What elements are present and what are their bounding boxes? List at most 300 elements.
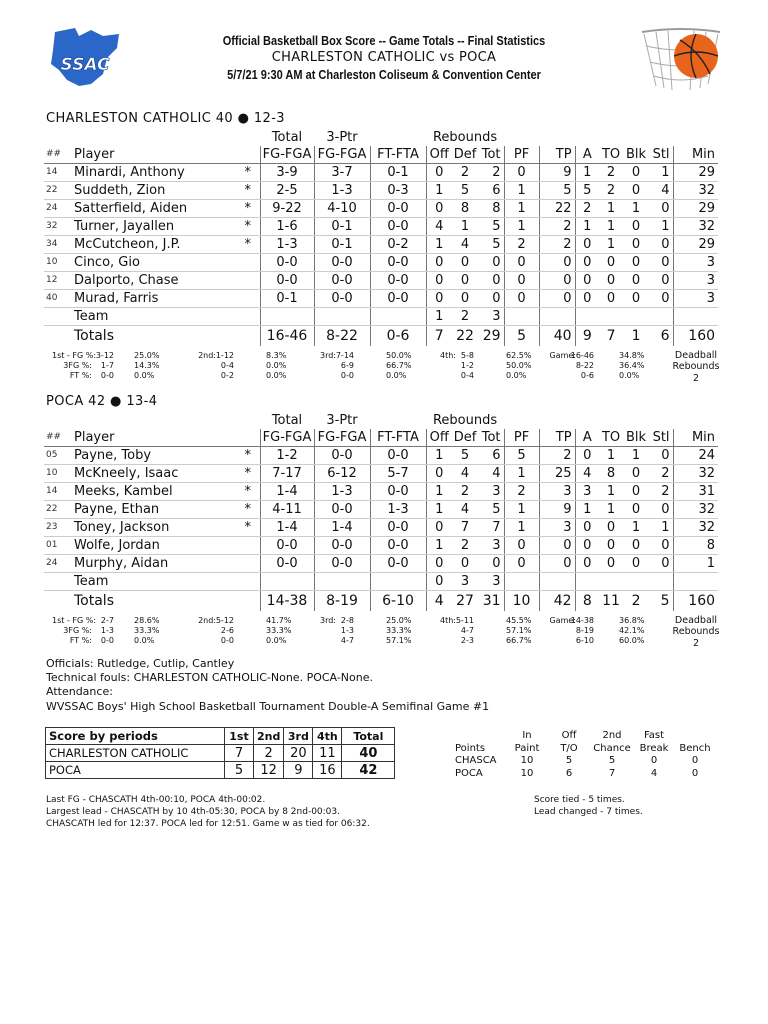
column-header-player: Player	[72, 429, 236, 447]
column-header-row	[44, 429, 718, 447]
player-num: 24	[44, 555, 72, 573]
totals-row	[44, 591, 718, 612]
player-a	[575, 573, 599, 591]
ssac-logo-text: SSAC	[60, 55, 110, 75]
player-pf: 0	[504, 555, 539, 573]
column-header-blk: Blk	[623, 146, 649, 164]
player-min: 29	[673, 164, 718, 182]
score-by-periods-title: Score by periods	[46, 728, 225, 745]
player-min: 32	[673, 501, 718, 519]
sbp-score: 16	[313, 762, 342, 779]
player-name: Meeks, Kambel	[72, 483, 236, 501]
totals-stl: 5	[649, 591, 673, 612]
player-tp: 3	[539, 519, 575, 537]
pts-value: 5	[565, 755, 573, 766]
player-star: *	[236, 483, 260, 501]
player-tp: 22	[539, 200, 575, 218]
period-made-attempted: 0-0	[100, 371, 114, 380]
pts-value: 0	[650, 755, 658, 766]
player-ft: 0-0	[370, 555, 426, 573]
total-group: Total	[271, 130, 303, 145]
column-header-a: A	[575, 429, 599, 447]
box-score-table	[44, 412, 718, 611]
player-min: 32	[673, 465, 718, 483]
column-header-pf: PF	[504, 429, 539, 447]
sbp-score: 9	[284, 762, 313, 779]
pts-header	[673, 730, 717, 743]
period-made-attempted: 8-22	[575, 361, 594, 370]
player-def: 4	[452, 236, 478, 254]
player-row	[44, 447, 718, 465]
totals-tot: 29	[478, 326, 504, 347]
player-blk: 1	[623, 519, 649, 537]
player-to: 1	[599, 447, 623, 465]
player-a: 0	[575, 447, 599, 465]
score-tied-note: Score tied - 5 times.	[534, 795, 625, 805]
player-fg: 1-4	[260, 519, 314, 537]
player-num: 14	[44, 164, 72, 182]
period-made-attempted: 6-9	[340, 361, 354, 370]
sbp-score: 20	[284, 745, 313, 762]
player-tp: 0	[539, 272, 575, 290]
column-header-tp: TP	[539, 429, 575, 447]
totals-tp: 40	[539, 326, 575, 347]
player-num: 22	[44, 182, 72, 200]
player-min: 32	[673, 218, 718, 236]
three-pointer-group: 3-Ptr	[326, 130, 358, 145]
pts-value: 4	[650, 767, 658, 779]
period-label: Game:	[549, 351, 576, 360]
player-min: 32	[673, 519, 718, 537]
pts-value: 0	[691, 755, 699, 766]
player-star: *	[236, 236, 260, 254]
period-header: 3rd	[284, 728, 313, 745]
player-a: 0	[575, 254, 599, 272]
period-percentage: 42.1%	[619, 626, 645, 635]
three-pointer-group: 3-Ptr	[326, 413, 358, 428]
player-ft: 0-0	[370, 519, 426, 537]
totals-to: 11	[599, 591, 623, 612]
rebounds-group: Rebounds	[432, 130, 498, 145]
player-tp: 0	[539, 254, 575, 272]
player-fg3: 0-1	[314, 218, 370, 236]
period-made-attempted: 4-7	[460, 626, 474, 635]
player-tp: 2	[539, 236, 575, 254]
period-percentage: 0.0%	[386, 371, 407, 380]
player-pf: 1	[504, 218, 539, 236]
attendance-note: Attendance:	[46, 685, 113, 698]
player-a: 0	[575, 555, 599, 573]
player-off: 0	[426, 519, 452, 537]
player-stl: 0	[649, 236, 673, 254]
player-a: 0	[575, 519, 599, 537]
player-name: Toney, Jackson	[72, 519, 236, 537]
player-num: 22	[44, 501, 72, 519]
player-a: 0	[575, 537, 599, 555]
player-min: 24	[673, 447, 718, 465]
period-percentage: 14.3%	[134, 361, 160, 370]
player-row	[44, 501, 718, 519]
player-tot: 4	[478, 465, 504, 483]
player-tot: 3	[478, 537, 504, 555]
player-num: 10	[44, 254, 72, 272]
column-header-min: Min	[673, 429, 718, 447]
player-off: 1	[426, 501, 452, 519]
column-header-fg3: FG-FGA	[314, 429, 370, 447]
player-blk: 0	[623, 254, 649, 272]
player-stl: 0	[649, 537, 673, 555]
period-percentage: 50.0%	[386, 351, 412, 360]
player-row	[44, 236, 718, 254]
player-num: 40	[44, 290, 72, 308]
period-made-attempted: 0-4	[460, 371, 474, 380]
player-stl: 0	[649, 501, 673, 519]
column-group-spacer	[370, 129, 426, 146]
player-num: 34	[44, 236, 72, 254]
totals-def: 22	[452, 326, 478, 347]
column-header-def: Def	[453, 430, 477, 445]
totals-to: 7	[599, 326, 623, 347]
period-made-attempted: 4-7	[340, 636, 354, 645]
player-fg3: 6-12	[314, 465, 370, 483]
player-pf	[504, 308, 539, 326]
stat-label: FT %:	[69, 636, 92, 645]
sbp-score: 11	[313, 745, 342, 762]
period-percentage: 36.4%	[619, 361, 645, 370]
player-num: 05	[44, 447, 72, 465]
player-to	[599, 573, 623, 591]
last-fg-note: Last FG - CHASCATH 4th-00:10, POCA 4th-00:02.	[46, 795, 266, 805]
totals-blk: 2	[623, 591, 649, 612]
largest-lead-note: Largest lead - CHASCATH by 10 4th-05:30, POCA by 8 2nd-00:03.	[46, 807, 340, 817]
sbp-score: 2	[254, 745, 284, 762]
player-blk: 0	[623, 537, 649, 555]
player-blk: 0	[623, 290, 649, 308]
player-pf: 1	[504, 519, 539, 537]
period-percentage: 0.0%	[266, 636, 287, 645]
column-header-min: Min	[673, 146, 718, 164]
totals-stl: 6	[649, 326, 673, 347]
period-percentage: 0.0%	[266, 371, 287, 380]
totals-min: 160	[673, 326, 718, 347]
player-off: 1	[426, 537, 452, 555]
player-name: Turner, Jayallen	[72, 218, 236, 236]
period-percentage: 25.0%	[134, 351, 160, 360]
sbp-total: 40	[342, 745, 395, 762]
sbp-team: CHARLESTON CATHOLIC	[46, 745, 225, 762]
totals-star	[236, 591, 260, 612]
player-stl: 0	[649, 272, 673, 290]
player-fg: 1-2	[260, 447, 314, 465]
column-group-spacer	[504, 412, 718, 429]
totals-def: 27	[452, 591, 478, 612]
player-fg: 3-9	[260, 164, 314, 182]
player-row	[44, 272, 718, 290]
column-header-off: Off	[426, 146, 452, 164]
period-label: 3rd:	[319, 351, 336, 360]
player-off: 0	[426, 200, 452, 218]
period-percentage: 50.0%	[506, 361, 532, 370]
player-def: 2	[452, 308, 478, 326]
officials-note: Officials: Rutledge, Cutlip, Cantley	[46, 657, 235, 670]
period-stats	[44, 351, 728, 387]
player-name: Murphy, Aidan	[72, 555, 236, 573]
player-tp	[539, 308, 575, 326]
column-header-fg3: FG-FGA	[314, 146, 370, 164]
player-to: 1	[599, 236, 623, 254]
player-pf: 0	[504, 164, 539, 182]
player-def: 2	[452, 164, 478, 182]
player-tp: 0	[539, 555, 575, 573]
player-num: 32	[44, 218, 72, 236]
player-a: 1	[575, 218, 599, 236]
player-star: *	[236, 501, 260, 519]
player-tot: 7	[478, 519, 504, 537]
player-to: 0	[599, 555, 623, 573]
totals-off: 7	[426, 326, 452, 347]
period-made-attempted: 2-8	[340, 616, 354, 625]
player-min: 1	[673, 555, 718, 573]
period-made-attempted: 2-3	[460, 636, 474, 645]
player-tot: 0	[478, 254, 504, 272]
column-header-pf: PF	[504, 146, 539, 164]
column-header-stl: Stl	[649, 146, 673, 164]
player-stl: 4	[649, 182, 673, 200]
period-percentage: 0.0%	[266, 361, 287, 370]
period-header-total: Total	[342, 728, 395, 745]
player-min: 29	[673, 200, 718, 218]
player-fg: 0-0	[260, 537, 314, 555]
period-percentage: 41.7%	[266, 616, 292, 625]
column-group-spacer	[504, 129, 718, 146]
player-tp: 9	[539, 164, 575, 182]
player-stl: 2	[649, 483, 673, 501]
player-fg	[260, 308, 314, 326]
pts-header: Off	[561, 730, 577, 741]
pts-header: Paint	[514, 742, 540, 754]
period-percentage: 57.1%	[386, 636, 412, 645]
player-star: *	[236, 447, 260, 465]
period-percentage: 33.3%	[266, 626, 292, 635]
player-blk	[623, 308, 649, 326]
player-fg: 0-0	[260, 272, 314, 290]
totals-num	[44, 326, 72, 347]
player-blk: 0	[623, 483, 649, 501]
pts-value: 7	[608, 767, 616, 779]
player-num	[44, 308, 72, 326]
player-fg: 1-3	[260, 236, 314, 254]
player-def: 5	[452, 447, 478, 465]
player-blk: 0	[623, 465, 649, 483]
player-fg3: 1-3	[314, 483, 370, 501]
player-to: 0	[599, 290, 623, 308]
period-made-attempted: 0-2	[220, 371, 234, 380]
player-off: 1	[426, 236, 452, 254]
box-score-table	[44, 129, 718, 346]
totals-star	[236, 326, 260, 347]
player-blk: 1	[623, 200, 649, 218]
header-title: Official Basketball Box Score -- Game Totals -- Final Statistics	[222, 34, 546, 48]
player-name: McCutcheon, J.P.	[72, 236, 236, 254]
player-fg: 1-6	[260, 218, 314, 236]
column-header-ft: FT-FTA	[370, 429, 426, 447]
player-min: 3	[673, 290, 718, 308]
period-label: 2nd:	[198, 616, 216, 625]
player-num: 12	[44, 272, 72, 290]
player-star: *	[236, 182, 260, 200]
player-tp: 25	[539, 465, 575, 483]
player-off: 0	[426, 465, 452, 483]
player-star: *	[236, 218, 260, 236]
period-header: 4th	[313, 728, 342, 745]
deadball-label: Deadball	[674, 350, 718, 361]
player-row	[44, 164, 718, 182]
player-star	[236, 254, 260, 272]
column-header-star	[236, 429, 260, 447]
column-header-tp: TP	[539, 146, 575, 164]
player-row	[44, 519, 718, 537]
rebounds-label: Rebounds	[672, 361, 720, 372]
player-stl: 0	[649, 290, 673, 308]
team-rebounds-row	[44, 573, 718, 591]
team-title: CHARLESTON CATHOLIC 40 ● 12-3	[46, 111, 285, 126]
player-num	[44, 573, 72, 591]
basketball-hoop-icon	[638, 26, 724, 94]
player-pf	[504, 573, 539, 591]
period-percentage: 62.5%	[506, 351, 532, 360]
player-tp	[539, 573, 575, 591]
period-percentage: 34.8%	[619, 351, 645, 360]
player-pf: 0	[504, 254, 539, 272]
player-row	[44, 555, 718, 573]
player-pf: 1	[504, 501, 539, 519]
player-to: 1	[599, 501, 623, 519]
player-fg3	[314, 573, 370, 591]
player-def: 0	[452, 555, 478, 573]
period-stats	[44, 616, 728, 652]
player-stl	[649, 308, 673, 326]
player-off: 0	[426, 164, 452, 182]
column-header-star	[236, 146, 260, 164]
player-ft: 0-0	[370, 290, 426, 308]
player-to: 0	[599, 254, 623, 272]
player-row	[44, 483, 718, 501]
header-date-venue: 5/7/21 9:30 AM at Charleston Coliseum & Convention Center	[227, 68, 541, 82]
player-def: 1	[452, 218, 478, 236]
player-ft: 0-0	[370, 447, 426, 465]
deadball-rebounds-value: 2	[692, 373, 700, 384]
player-min: 3	[673, 272, 718, 290]
player-fg: 1-4	[260, 483, 314, 501]
player-star	[236, 573, 260, 591]
period-made-attempted: 0-0	[100, 636, 114, 645]
totals-a: 9	[575, 326, 599, 347]
player-stl: 1	[649, 218, 673, 236]
totals-pf: 10	[504, 591, 539, 612]
player-fg3: 1-3	[314, 182, 370, 200]
technical-fouls-note: Technical fouls: CHARLESTON CATHOLIC-None. POCA-None.	[46, 671, 373, 684]
player-pf: 1	[504, 182, 539, 200]
player-row	[44, 290, 718, 308]
player-ft: 0-1	[370, 164, 426, 182]
rebounds-label: Rebounds	[672, 626, 720, 637]
player-blk: 0	[623, 555, 649, 573]
led-for-note: CHASCATH led for 12:37. POCA led for 12:51. Game w as tied for 06:32.	[46, 819, 370, 829]
stat-label: 1st - FG %:	[52, 351, 97, 360]
player-a: 3	[575, 483, 599, 501]
player-blk: 0	[623, 218, 649, 236]
player-star	[236, 555, 260, 573]
sbp-score: 7	[225, 745, 254, 762]
period-header: 1st	[225, 728, 254, 745]
player-a: 4	[575, 465, 599, 483]
pts-header: T/O	[560, 742, 578, 754]
player-min: 29	[673, 236, 718, 254]
player-fg: 0-1	[260, 290, 314, 308]
player-off: 1	[426, 447, 452, 465]
period-percentage: 33.3%	[386, 626, 412, 635]
player-fg3: 0-1	[314, 236, 370, 254]
period-made-attempted: 14-38	[570, 616, 594, 625]
player-blk: 0	[623, 236, 649, 254]
pts-team: POCA	[455, 767, 483, 779]
player-a: 1	[575, 164, 599, 182]
player-blk: 0	[623, 164, 649, 182]
player-tp: 0	[539, 290, 575, 308]
player-fg3	[314, 308, 370, 326]
stat-label: 1st - FG %:	[52, 616, 97, 625]
totals-row	[44, 326, 718, 347]
player-fg3: 4-10	[314, 200, 370, 218]
column-group-spacer	[44, 412, 260, 429]
period-label: Game:	[549, 616, 576, 625]
rebounds-group: Rebounds	[432, 413, 498, 428]
period-percentage: 66.7%	[506, 636, 532, 645]
period-made-attempted: 5-12	[215, 616, 234, 625]
player-to: 2	[599, 164, 623, 182]
pts-value: 10	[520, 755, 534, 766]
column-header-num: ##	[44, 429, 72, 447]
player-fg	[260, 573, 314, 591]
player-tp: 5	[539, 182, 575, 200]
player-def: 0	[452, 254, 478, 272]
totals-num	[44, 591, 72, 612]
stat-label: 3FG %:	[63, 626, 92, 635]
player-fg3: 3-7	[314, 164, 370, 182]
pts-header: 2nd	[602, 730, 622, 741]
player-name: Wolfe, Jordan	[72, 537, 236, 555]
pts-header: In	[522, 730, 532, 741]
period-made-attempted: 1-3	[100, 626, 114, 635]
player-def: 0	[452, 290, 478, 308]
pts-header: Break	[639, 742, 669, 754]
player-to: 1	[599, 483, 623, 501]
player-tot: 3	[478, 573, 504, 591]
player-fg: 0-0	[260, 254, 314, 272]
player-fg: 7-17	[260, 465, 314, 483]
player-fg: 4-11	[260, 501, 314, 519]
column-header-fg: FG-FGA	[260, 429, 314, 447]
totals-fg3: 8-19	[314, 591, 370, 612]
player-row	[44, 465, 718, 483]
period-label: 3rd:	[319, 616, 336, 625]
player-row	[44, 537, 718, 555]
stat-label: 3FG %:	[63, 361, 92, 370]
player-def: 8	[452, 200, 478, 218]
player-pf: 0	[504, 537, 539, 555]
player-stl: 0	[649, 447, 673, 465]
player-stl	[649, 573, 673, 591]
